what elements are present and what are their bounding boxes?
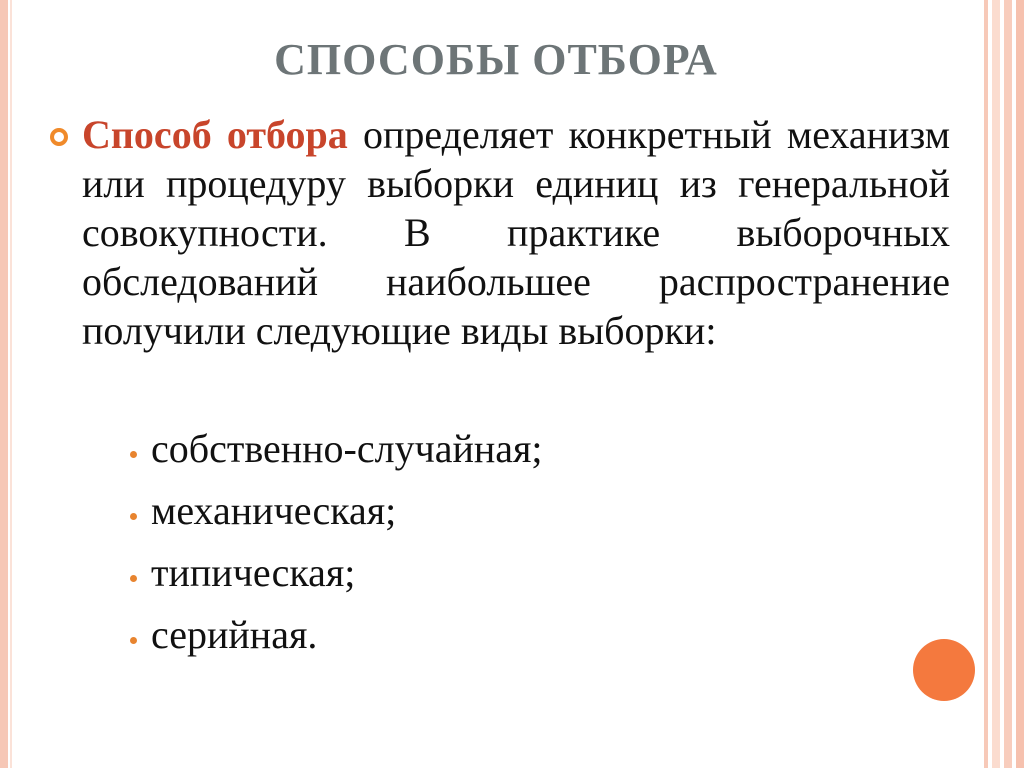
list-item-label: собственно-случайная;	[151, 426, 543, 471]
slide-title: СПОСОБЫ ОТБОРА	[274, 35, 718, 84]
right-border-stripe	[992, 0, 1000, 768]
left-border-stripe	[0, 0, 8, 768]
dot-bullet-icon	[130, 637, 137, 644]
list-item-label: типическая;	[151, 550, 356, 595]
list-item	[130, 604, 543, 666]
list-item	[130, 542, 543, 604]
paragraph-text: определяет конкретный механизм или процедуру выборки единиц из генеральной совокупности. В практике выборочных обследований наибольшее распространение получили следующие виды выборки:	[82, 112, 951, 353]
right-border-stripe	[984, 0, 988, 768]
list-item-label: механическая;	[151, 488, 397, 533]
main-paragraph	[82, 110, 950, 355]
right-border-stripe	[1016, 0, 1024, 768]
dot-bullet-icon	[130, 575, 137, 582]
left-border-line	[10, 0, 12, 768]
dot-bullet-icon	[130, 451, 137, 458]
list-item	[130, 480, 543, 542]
highlight-term: Способ отбора	[82, 112, 348, 157]
dot-bullet-icon	[130, 513, 137, 520]
decorative-circle	[913, 639, 975, 701]
list-item-label: серийная.	[151, 612, 318, 657]
ring-bullet-icon	[50, 128, 68, 146]
right-border-stripe	[1004, 0, 1012, 768]
sampling-types-list	[130, 418, 543, 666]
list-item	[130, 418, 543, 480]
